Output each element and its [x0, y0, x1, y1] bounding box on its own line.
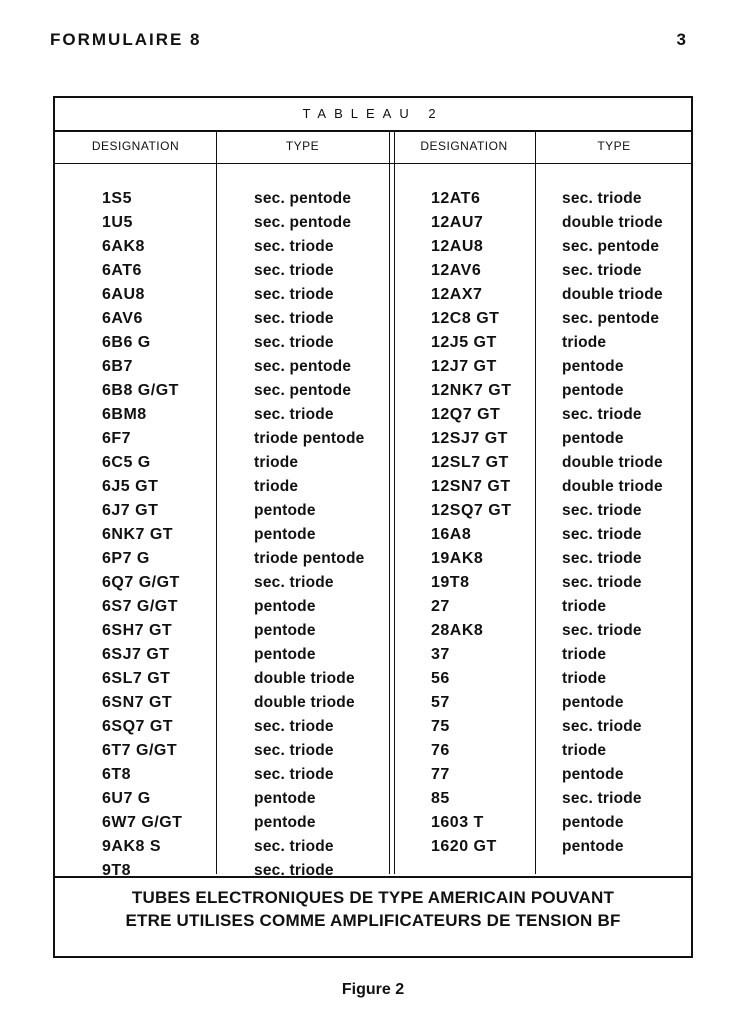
tube-designation: 1U5: [102, 214, 133, 231]
tube-designation: 19T8: [431, 574, 470, 591]
column-header-type-left: TYPE: [285, 139, 320, 153]
tube-designation: 37: [431, 646, 450, 663]
tube-type: sec. triode: [254, 406, 334, 423]
tube-type: double triode: [562, 214, 663, 231]
tube-designation: 56: [431, 670, 450, 687]
tube-designation: 12J5 GT: [431, 334, 497, 351]
tube-type: sec. pentode: [254, 358, 352, 375]
tube-designation: 9AK8 S: [102, 838, 162, 855]
tube-designation: 6SN7 GT: [102, 694, 173, 711]
tube-type: pentode: [254, 622, 316, 639]
tube-designation: 12SL7 GT: [431, 454, 509, 471]
tube-designation: 6B7: [102, 358, 133, 375]
column-divider: [216, 130, 217, 874]
tube-designation: 6U7 G: [102, 790, 151, 807]
tube-type: pentode: [254, 526, 316, 543]
tube-designation: 12AV6: [431, 262, 482, 279]
tube-designation: 6J5 GT: [102, 478, 159, 495]
tube-type: pentode: [254, 598, 316, 615]
tube-type: triode: [562, 670, 607, 687]
tube-type: double triode: [254, 694, 355, 711]
tube-type: pentode: [254, 646, 316, 663]
header-divider: [55, 163, 691, 164]
tube-designation: 12C8 GT: [431, 310, 500, 327]
tube-designation: 6AK8: [102, 238, 145, 255]
tube-designation: 6SQ7 GT: [102, 718, 174, 735]
column-header-designation-right: DESIGNATION: [420, 139, 508, 153]
caption-line: ETRE UTILISES COMME AMPLIFICATEURS DE TENSION BF: [125, 911, 621, 930]
tube-type: sec. triode: [254, 334, 334, 351]
figure-label: Figure 2: [341, 981, 405, 998]
tube-type: sec. pentode: [254, 190, 352, 207]
tube-type: pentode: [562, 382, 624, 399]
tube-designation: 6AT6: [102, 262, 142, 279]
table-frame: [53, 96, 693, 958]
caption-line: TUBES ELECTRONIQUES DE TYPE AMERICAIN POUVANT: [131, 888, 615, 907]
tube-designation: 57: [431, 694, 450, 711]
tube-designation: 6F7: [102, 430, 132, 447]
tube-type: pentode: [562, 766, 624, 783]
tube-type: triode: [562, 598, 607, 615]
tube-designation: 6J7 GT: [102, 502, 159, 519]
tube-designation: 12SJ7 GT: [431, 430, 508, 447]
tube-designation: 12NK7 GT: [431, 382, 512, 399]
tube-type: sec. pentode: [254, 214, 352, 231]
tube-type: triode pentode: [254, 430, 365, 447]
tube-type: sec. triode: [562, 406, 642, 423]
tube-type: pentode: [562, 814, 624, 831]
tube-designation: 12SN7 GT: [431, 478, 511, 495]
tube-designation: 16A8: [431, 526, 472, 543]
tube-designation: 12AU8: [431, 238, 484, 255]
tube-type: sec. triode: [562, 790, 642, 807]
tube-designation: 6T8: [102, 766, 132, 783]
tube-designation: 6B6 G: [102, 334, 151, 351]
tube-type: sec. triode: [562, 718, 642, 735]
tube-designation: 77: [431, 766, 450, 783]
tube-type: sec. triode: [254, 238, 334, 255]
tube-designation: 6W7 G/GT: [102, 814, 183, 831]
tube-designation: 12J7 GT: [431, 358, 497, 375]
tube-type: sec. triode: [254, 838, 334, 855]
tube-designation: 12Q7 GT: [431, 406, 501, 423]
tube-type: sec. triode: [254, 310, 334, 327]
column-divider: [535, 130, 536, 874]
tube-designation: 1603 T: [431, 814, 484, 831]
tube-type: sec. triode: [562, 190, 642, 207]
tube-type: sec. triode: [562, 550, 642, 567]
tube-designation: 6Q7 G/GT: [102, 574, 180, 591]
column-double-divider: [389, 130, 395, 874]
designation-list-left: [102, 187, 182, 883]
tube-type: sec. triode: [254, 262, 334, 279]
tube-designation: 85: [431, 790, 450, 807]
tube-type: pentode: [254, 502, 316, 519]
tube-type: pentode: [562, 430, 624, 447]
tube-type: double triode: [254, 670, 355, 687]
tube-type: triode pentode: [254, 550, 365, 567]
tube-type: double triode: [562, 286, 663, 303]
tube-type: sec. pentode: [254, 382, 352, 399]
tube-type: double triode: [562, 454, 663, 471]
tube-type: triode: [562, 742, 607, 759]
type-list-right: [562, 187, 663, 859]
tube-type: pentode: [562, 358, 624, 375]
table-caption: [55, 876, 691, 956]
tube-designation: 6AV6: [102, 310, 143, 327]
table-title: TABLEAU 2: [55, 98, 691, 132]
tube-designation: 6AU8: [102, 286, 145, 303]
tube-type: sec. triode: [562, 574, 642, 591]
tube-designation: 6NK7 GT: [102, 526, 174, 543]
tube-designation: 12AU7: [431, 214, 484, 231]
tube-designation: 6P7 G: [102, 550, 150, 567]
tube-designation: 1S5: [102, 190, 132, 207]
tube-designation: 12AT6: [431, 190, 481, 207]
tube-designation: 12SQ7 GT: [431, 502, 512, 519]
type-list-left: [254, 187, 364, 883]
tube-type: sec. triode: [562, 622, 642, 639]
tube-type: sec. triode: [254, 742, 334, 759]
tube-type: sec. triode: [254, 574, 334, 591]
tube-type: sec. triode: [562, 526, 642, 543]
tube-type: pentode: [254, 790, 316, 807]
tube-designation: 6SH7 GT: [102, 622, 173, 639]
page-number: 3: [676, 30, 686, 49]
tube-type: sec. triode: [254, 718, 334, 735]
tube-type: sec. triode: [562, 262, 642, 279]
tube-designation: 6S7 G/GT: [102, 598, 179, 615]
tube-designation: 12AX7: [431, 286, 483, 303]
tube-type: sec. triode: [562, 502, 642, 519]
tube-designation: 6B8 G/GT: [102, 382, 179, 399]
tube-type: sec. pentode: [562, 238, 660, 255]
tube-type: pentode: [562, 838, 624, 855]
column-header-designation-left: DESIGNATION: [91, 139, 180, 153]
tube-designation: 6C5 G: [102, 454, 151, 471]
tube-designation: 9T8: [102, 862, 132, 879]
tube-designation: 75: [431, 718, 450, 735]
tube-type: double triode: [562, 478, 663, 495]
column-header-type-right: TYPE: [597, 139, 631, 153]
tube-designation: 19AK8: [431, 550, 484, 567]
tube-type: triode: [254, 478, 299, 495]
tube-type: sec. triode: [254, 766, 334, 783]
tube-type: triode: [254, 454, 299, 471]
tube-designation: 6T7 G/GT: [102, 742, 178, 759]
tube-designation: 76: [431, 742, 450, 759]
designation-list-right: [431, 187, 511, 859]
tube-type: sec. triode: [254, 862, 334, 879]
tube-designation: 1620 GT: [431, 838, 497, 855]
tube-type: pentode: [562, 694, 624, 711]
tube-type: pentode: [254, 814, 316, 831]
tube-type: sec. pentode: [562, 310, 660, 327]
tube-designation: 6BM8: [102, 406, 147, 423]
tube-type: triode: [562, 646, 607, 663]
tube-type: sec. triode: [254, 286, 334, 303]
tube-type: triode: [562, 334, 607, 351]
tube-designation: 6SL7 GT: [102, 670, 171, 687]
tube-designation: 28AK8: [431, 622, 484, 639]
document-header-title: FORMULAIRE 8: [50, 30, 202, 49]
tube-designation: 27: [431, 598, 450, 615]
tube-designation: 6SJ7 GT: [102, 646, 170, 663]
